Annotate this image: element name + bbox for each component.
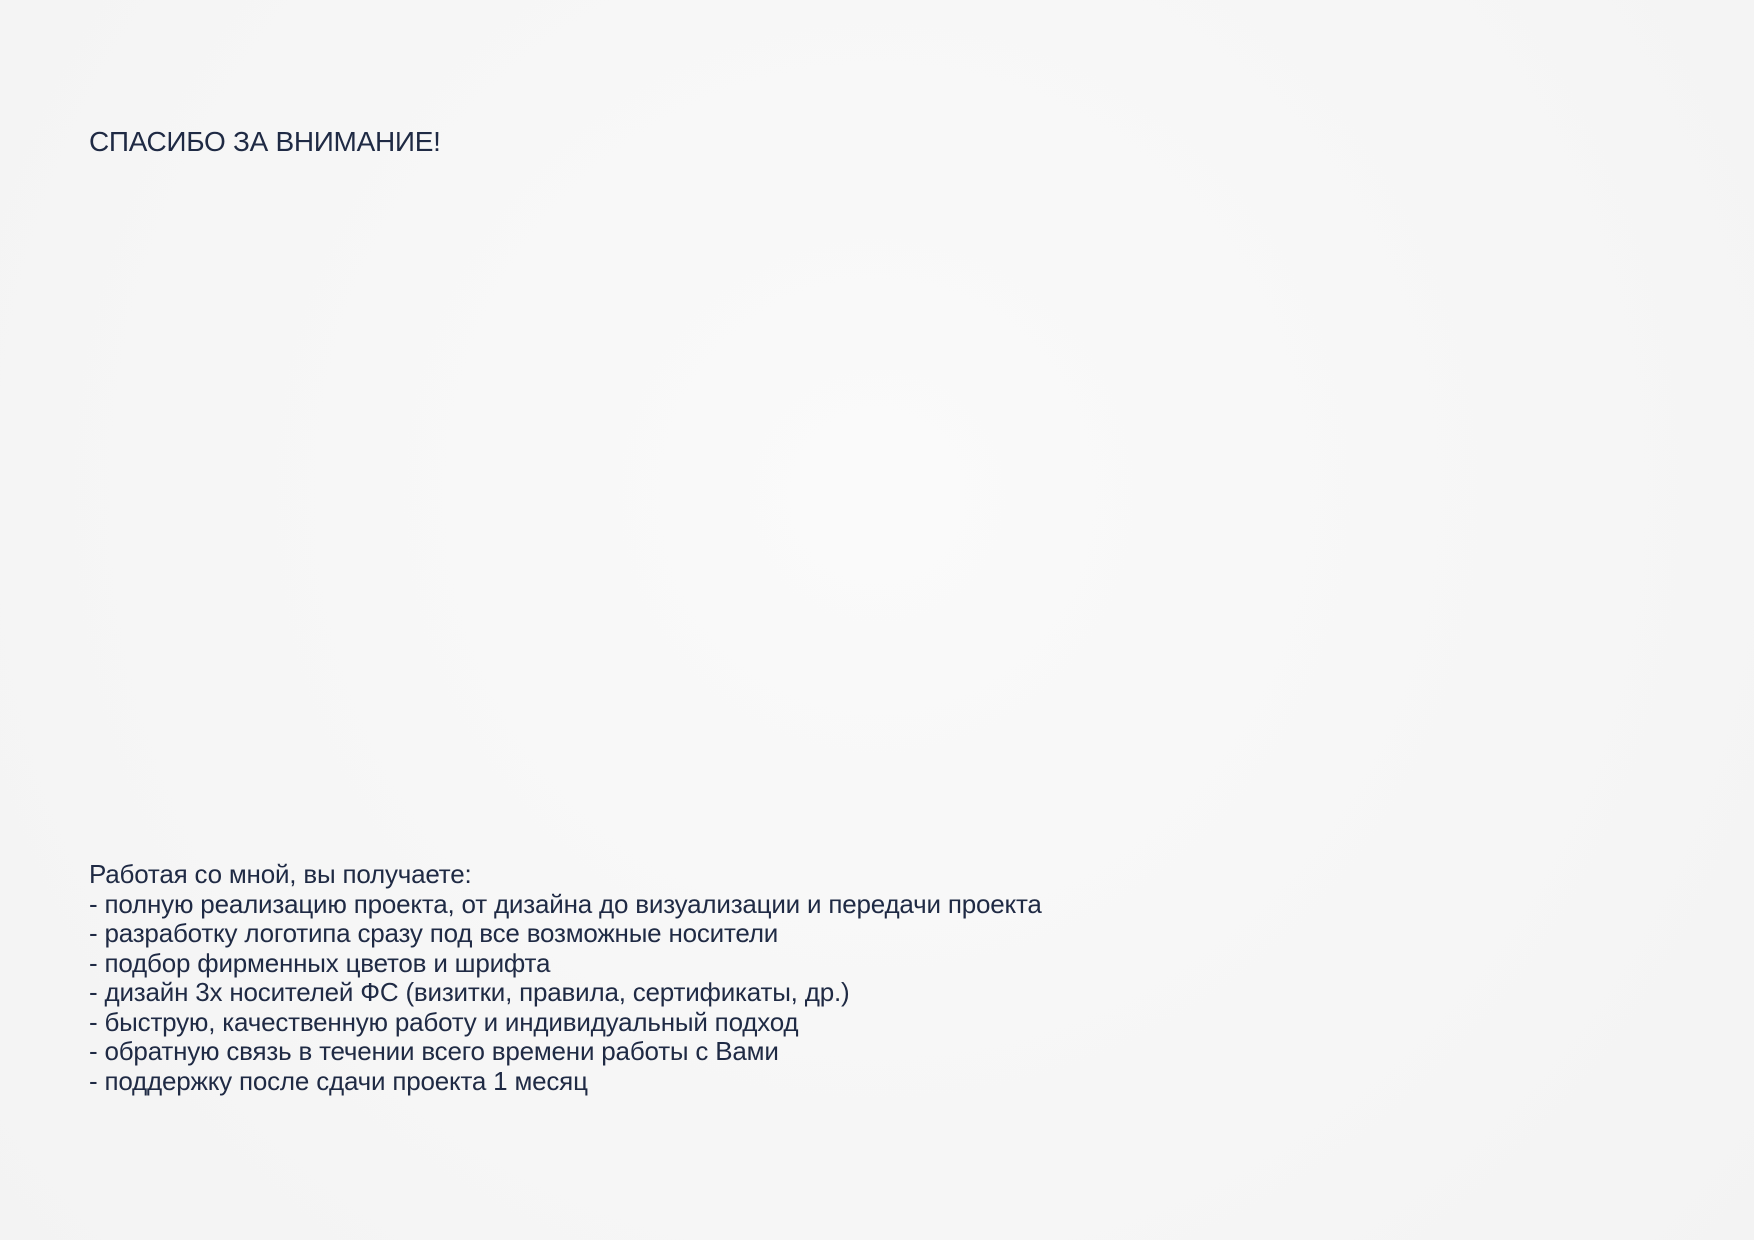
benefit-item: - полную реализацию проекта, от дизайна до визуализации и передачи проекта [89,888,1042,919]
benefit-item: - обратную связь в течении всего времени работы с Вами [89,1036,779,1066]
benefits-list [89,890,1042,1097]
benefit-item: - разработку логотипа сразу под все возможные носители [89,918,779,948]
benefit-item: - подбор фирменных цветов и шрифта [89,947,551,978]
benefits-intro: Работая со мной, вы получаете: [89,859,472,889]
thank-you-headline: СПАСИБО ЗА ВНИМАНИЕ! [89,126,441,157]
benefits-block [89,860,1042,1096]
benefit-item: - поддержку после сдачи проекта 1 месяц [89,1065,588,1096]
benefit-item: - дизайн 3х носителей ФС (визитки, правила, сертификаты, др.) [89,977,850,1007]
benefit-item: - быструю, качественную работу и индивидуальный подход [89,1006,799,1037]
